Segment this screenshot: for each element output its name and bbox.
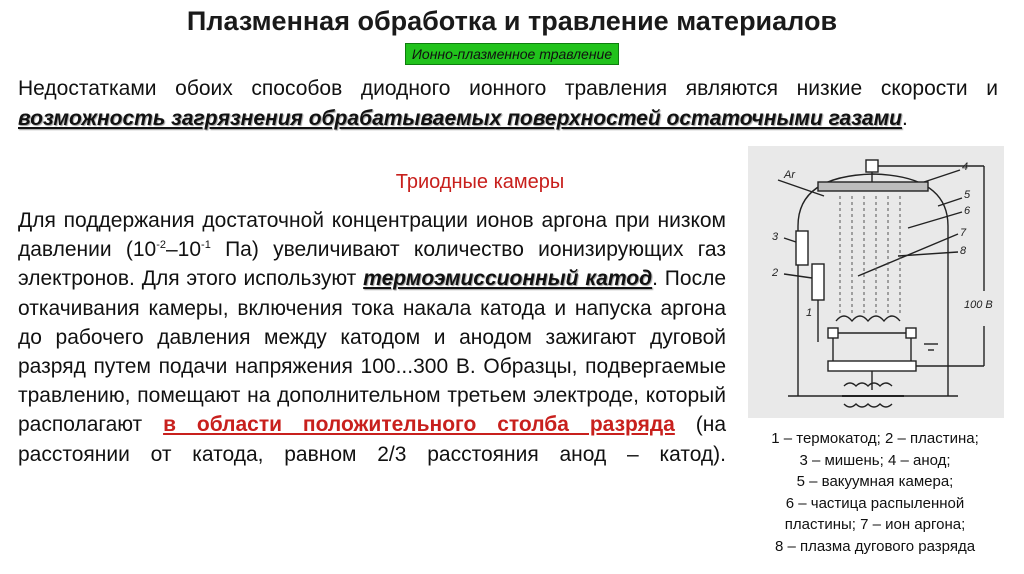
body-text-2: –10: [166, 238, 202, 262]
label-ar: Ar: [784, 169, 795, 181]
subtitle-badge: Ионно-плазменное травление: [405, 43, 619, 65]
caption-line: 8 – плазма дугового разряда: [774, 537, 976, 555]
region-emphasis: в области положительного столба разряда: [163, 413, 675, 437]
diagram-svg: [748, 146, 1004, 418]
caption-line: 1 – термокатод; 2 – пластина;: [771, 430, 979, 447]
label-1: 1: [806, 307, 813, 319]
section-heading: Триодные камеры: [395, 171, 565, 193]
intro-paragraph: [18, 74, 998, 134]
body-text-1: Для поддержания достаточной концентрации ионов аргона при низком давлении (10: [18, 209, 726, 262]
caption-line: 5 – вакуумная камера;: [796, 473, 954, 490]
label-voltage: 100 В: [964, 299, 993, 311]
label-4: 4: [962, 161, 969, 173]
label-7: 7: [960, 227, 967, 239]
anode-terminal: [866, 160, 878, 172]
subtitle-wrapper: [0, 43, 1024, 65]
body-paragraph: [18, 206, 726, 469]
exponent-1: -2: [156, 239, 166, 252]
label-8: 8: [960, 245, 967, 257]
target: [796, 231, 808, 265]
diagram-caption: [734, 428, 1016, 557]
filament: [836, 316, 900, 321]
intro-period: .: [901, 107, 908, 130]
caption-line: пластины; 7 – ион аргона;: [784, 516, 966, 533]
transformer-coil-bottom: [844, 404, 892, 407]
sample-plate: [812, 264, 824, 300]
caption-line: 6 – частица распыленной: [785, 494, 965, 512]
anode-plate: [818, 182, 928, 191]
intro-emphasis: возможность загрязнения обрабатываемых поверхностей остаточными газами: [18, 107, 902, 130]
cathode-emphasis: термоэмиссионный катод: [363, 267, 653, 291]
label-2: 2: [772, 267, 779, 279]
transformer-coil-top: [844, 383, 892, 386]
page-title: Плазменная обработка и травление материалов: [186, 6, 838, 36]
body-text-3: Па) увеличивают количество ионизирующих газ электронов. Для этого используют: [18, 238, 726, 291]
label-6: 6: [964, 205, 971, 217]
body-text-5: (на расстоянии от катода, равном 2/3 расстояния анод – катод).: [18, 413, 727, 466]
exponent-2: -1: [201, 239, 211, 252]
body-text-4: . После откачивания камеры, включения тока накала катода и напуска аргона до рабочего давления между катодом и анодом зажигают дуговой разряд путем подачи напряжения 100...300 В. Образцы, подвергаемые травлению, помещают на дополнительном третьем электроде, который располагают: [18, 267, 727, 437]
intro-text: Недостатками обоих способов диодного ионного травления являются низкие скорости и: [18, 77, 998, 100]
label-3: 3: [772, 231, 779, 243]
caption-line: 3 – мишень; 4 – анод;: [799, 451, 951, 469]
label-5: 5: [964, 189, 971, 201]
triode-chamber-diagram: [748, 146, 1004, 418]
